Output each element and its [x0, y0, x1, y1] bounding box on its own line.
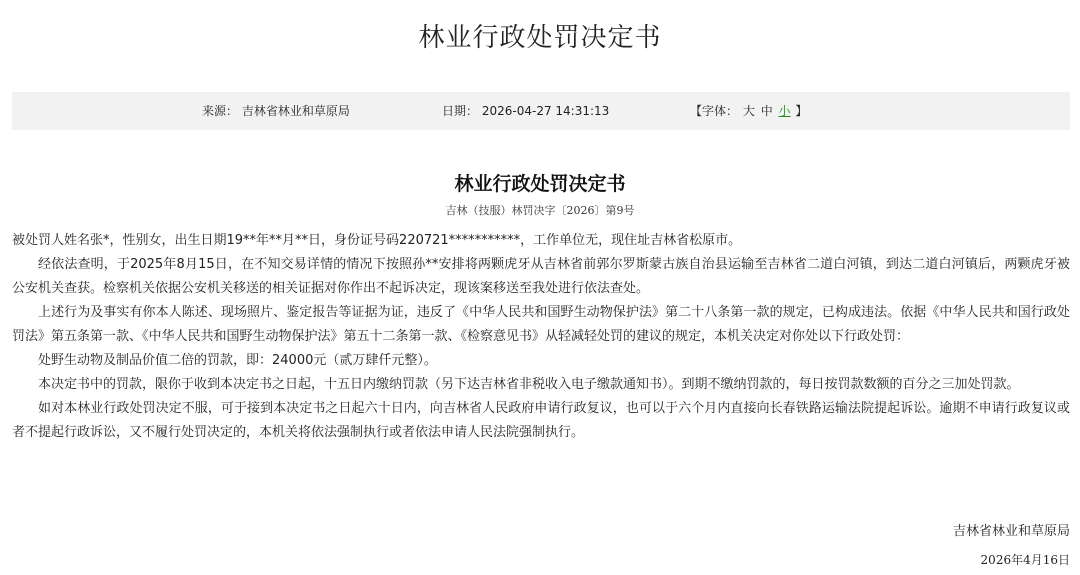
document-number: 吉林（技服）林罚决字〔2026〕第9号 — [445, 204, 635, 217]
paragraph-payment-terms: 本决定书中的罚款，限你于收到本决定书之日起，十五日内缴纳罚款（另下达吉林省非税收入电子缴款通知书）。到期不缴纳罚款的，每日按罚款数额的百分之三加处罚款。 — [38, 377, 1020, 392]
paragraph-penalty: 处野生动物及制品价值二倍的罚款，即：24000元（贰万肆仟元整）。 — [38, 353, 437, 368]
font-switcher-open: 【字体： — [690, 104, 739, 118]
publish-date-info — [442, 92, 609, 130]
source-info — [202, 92, 350, 130]
date-value: 2026-04-27 14:31:13 — [481, 104, 610, 118]
paragraph-legal-basis: 上述行为及事实有你本人陈述、现场照片、鉴定报告等证据为证，违反了《中华人民共和国野生动物保护法》第二十八条第一款的规定，已构成违法。依据《中华人民共和国行政处罚法》第五条第一款、《中华人民共和国野生动物保护法》第五十二条第一款、《检察意见书》从轻减轻处罚的建议的规定，本机关决定对你处以下行政处罚： — [12, 305, 1070, 344]
document-title: 林业行政处罚决定书 — [454, 173, 626, 195]
decision-date: 2026年4月16日 — [980, 553, 1070, 567]
date-label: 日期： — [442, 104, 479, 118]
font-size-medium-link[interactable]: 中 — [760, 104, 773, 118]
page-title: 林业行政处罚决定书 — [418, 23, 662, 53]
source-label: 来源： — [202, 104, 239, 118]
font-size-small-link[interactable]: 小 — [778, 104, 791, 118]
font-size-large-link[interactable]: 大 — [742, 104, 755, 118]
document-body — [12, 229, 1070, 445]
paragraph-appeal-rights: 如对本林业行政处罚决定不服，可于接到本决定书之日起六十日内，向吉林省人民政府申请行政复议，也可以于六个月内直接向长春铁路运输法院提起诉讼。逾期不申请行政复议或者不提起行政诉讼，又不履行处罚决定的，本机关将依法强制执行或者依法申请人民法院强制执行。 — [12, 401, 1070, 440]
font-switcher-close: 】 — [795, 104, 808, 118]
issuing-authority: 吉林省林业和草原局 — [952, 524, 1070, 539]
font-size-switcher — [690, 92, 807, 130]
source-value: 吉林省林业和草原局 — [241, 104, 350, 118]
article-meta-bar — [12, 92, 1070, 130]
paragraph-facts: 经依法查明，于2025年8月15日，在不知交易详情的情况下按照孙**安排将两颗虎牙从吉林省前郭尔罗斯蒙古族自治县运输至吉林省二道白河镇，到达二道白河镇后，两颗虎牙被公安机关查获。检察机关依据公安机关移送的相关证据对你作出不起诉决定，现该案移送至我处进行依法查处。 — [12, 257, 1070, 296]
paragraph-party-info: 被处罚人姓名张*，性别女，出生日期19**年**月**日，身份证号码220721***********，工作单位无，现住址吉林省松原市。 — [12, 233, 742, 248]
